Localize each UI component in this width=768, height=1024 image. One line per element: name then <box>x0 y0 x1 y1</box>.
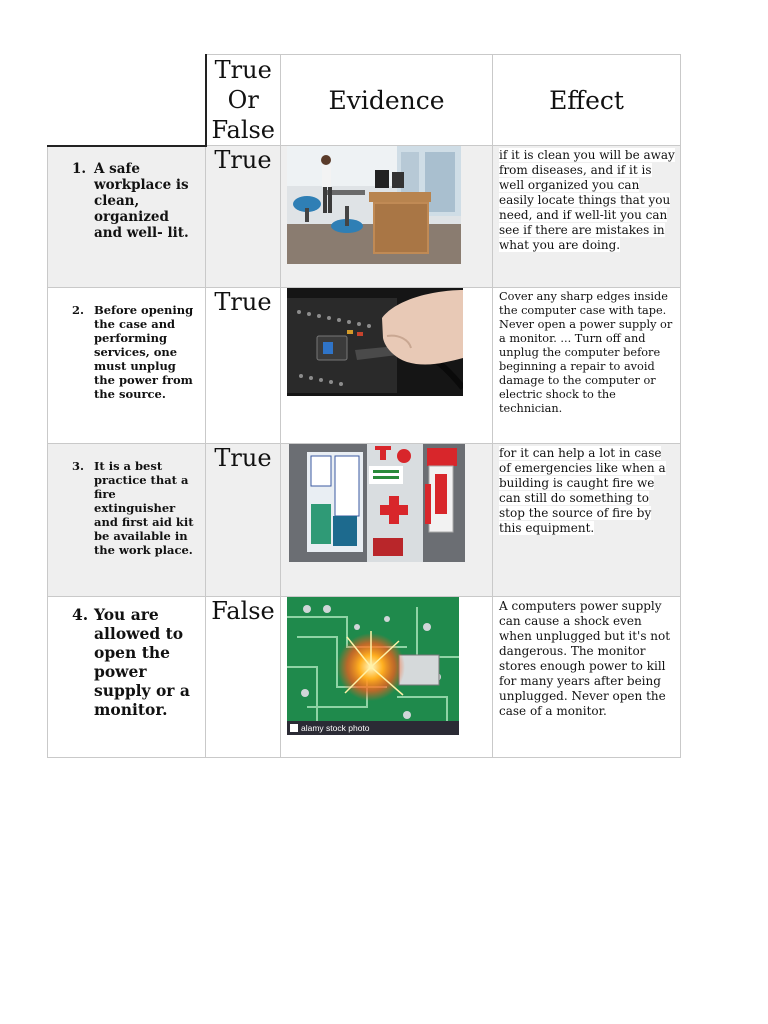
statement-number: 1. <box>72 160 87 177</box>
effect-text: Cover any sharp edges inside the computer case with tape. Never open a power supply or a monitor. ... Turn off and unplug the computer before beginning a repair to avoid damage to the computer or electric shock to the technician. <box>499 290 673 415</box>
header-row <box>48 55 681 146</box>
statement-number: 4. <box>72 605 89 624</box>
statement-number: 3. <box>72 459 85 473</box>
effect-cell <box>493 444 681 597</box>
evidence-image-cell <box>281 146 493 288</box>
effect-text: for it can help a lot in case of emergencies like when a building is caught fire we can still do something to stop the source of fire by this equipment. <box>499 446 666 535</box>
answer-cell: True <box>206 444 281 597</box>
effect-cell <box>493 288 681 444</box>
statement-text: Before opening the case and performing services, one must unplug the power from the source. <box>94 303 194 401</box>
image-caption: alamy stock photo <box>301 723 370 733</box>
statement-cell <box>48 146 206 288</box>
effect-cell <box>493 146 681 288</box>
answer-cell: True <box>206 146 281 288</box>
statement-number: 2. <box>72 303 85 317</box>
effect-text: if it is clean you will be away from diseases, and if it is well organized you can easily locate things that you need, and if well-lit you can see if there are mistakes in what you are doing. <box>499 148 675 252</box>
answer-cell: True <box>206 288 281 444</box>
table-row <box>48 146 681 288</box>
table-row <box>48 597 681 758</box>
answer-cell: False <box>206 597 281 758</box>
sparking-circuit-board-image <box>287 597 459 735</box>
evidence-image-cell <box>281 288 493 444</box>
statement-cell <box>48 288 206 444</box>
effect-cell <box>493 597 681 758</box>
unplugging-computer-power-cable-image <box>287 288 463 396</box>
evidence-image-cell <box>281 597 493 758</box>
effect-text: A computers power supply can cause a shock even when unplugged but it's not dangerous. The monitor stores enough power to kill for many years after being unplugged. Never open the case of a monitor. <box>499 599 671 718</box>
table-row <box>48 288 681 444</box>
header-blank-cell <box>48 55 206 146</box>
header-evidence: Evidence <box>281 55 493 146</box>
statement-text: A safe workplace is clean, organized and well- lit. <box>94 160 189 241</box>
office-workstation-image <box>287 146 461 264</box>
statement-text: You are allowed to open the power supply or a monitor. <box>94 605 190 719</box>
evidence-image-cell <box>281 444 493 597</box>
statement-cell <box>48 597 206 758</box>
table-row <box>48 444 681 597</box>
true-false-table <box>47 54 681 758</box>
first-aid-and-fire-station-image <box>289 444 465 562</box>
statement-cell <box>48 444 206 597</box>
header-true-false: True Or False <box>206 55 281 146</box>
header-effect: Effect <box>493 55 681 146</box>
statement-text: It is a best practice that a fire extinguisher and first aid kit be available in the work place. <box>94 459 194 557</box>
